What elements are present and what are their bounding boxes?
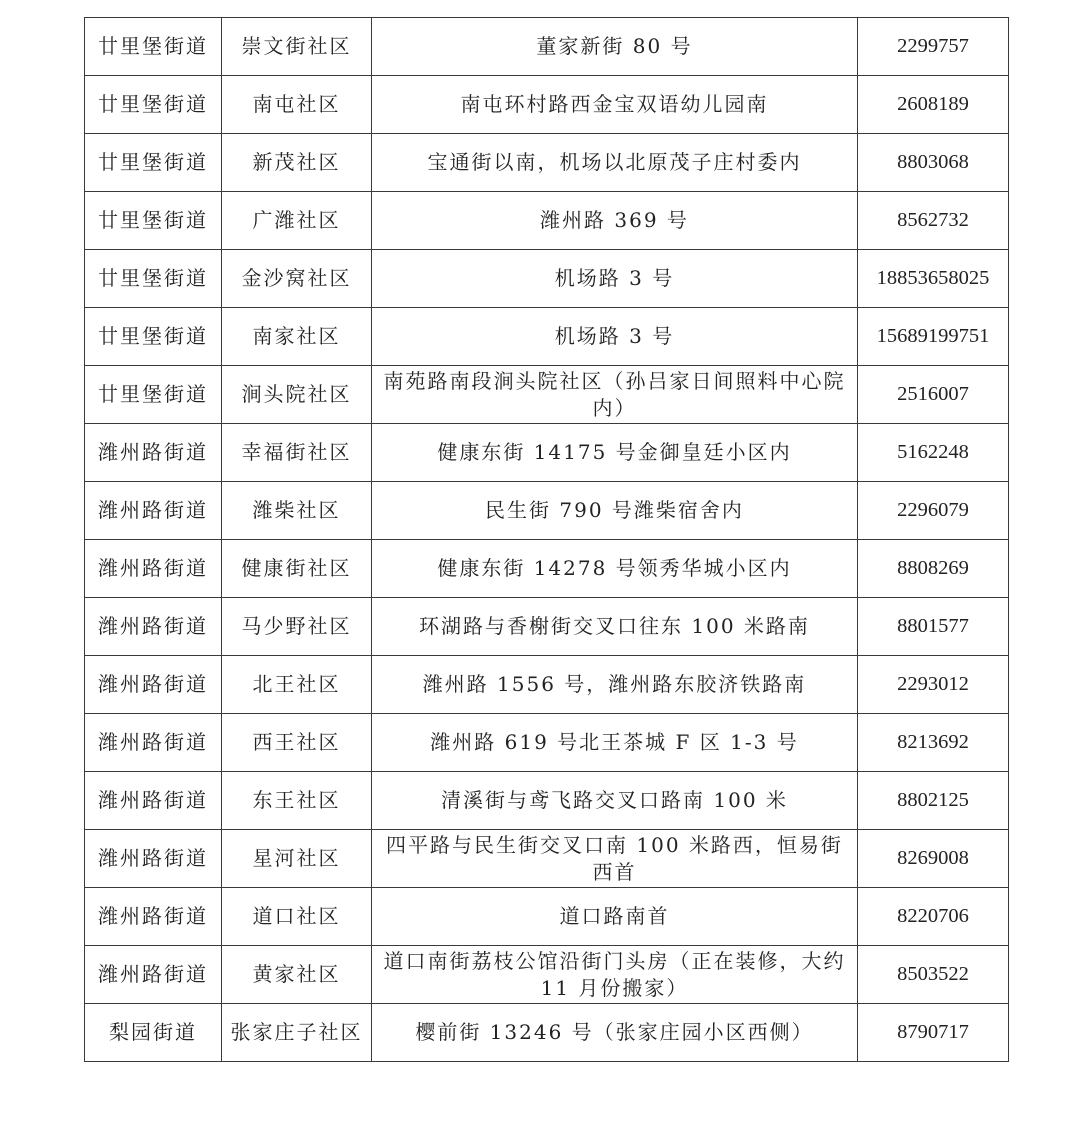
address-cell: 机场路 3 号 bbox=[372, 308, 858, 366]
street-cell: 潍州路街道 bbox=[85, 714, 222, 772]
table-row bbox=[85, 714, 1009, 772]
address-cell: 南屯环村路西金宝双语幼儿园南 bbox=[372, 76, 858, 134]
table-row bbox=[85, 366, 1009, 424]
community-cell: 张家庄子社区 bbox=[222, 1004, 372, 1062]
phone-cell: 8801577 bbox=[858, 598, 1009, 656]
phone-cell: 2293012 bbox=[858, 656, 1009, 714]
phone-cell: 2299757 bbox=[858, 18, 1009, 76]
community-cell: 崇文街社区 bbox=[222, 18, 372, 76]
table-row bbox=[85, 424, 1009, 482]
address-cell: 樱前街 13246 号（张家庄园小区西侧） bbox=[372, 1004, 858, 1062]
table-row bbox=[85, 540, 1009, 598]
community-cell: 金沙窝社区 bbox=[222, 250, 372, 308]
street-cell: 潍州路街道 bbox=[85, 598, 222, 656]
phone-cell: 8808269 bbox=[858, 540, 1009, 598]
community-cell: 广潍社区 bbox=[222, 192, 372, 250]
community-cell: 潍柴社区 bbox=[222, 482, 372, 540]
street-cell: 潍州路街道 bbox=[85, 830, 222, 888]
phone-cell: 5162248 bbox=[858, 424, 1009, 482]
address-cell: 潍州路 619 号北王茶城 F 区 1-3 号 bbox=[372, 714, 858, 772]
phone-cell: 8220706 bbox=[858, 888, 1009, 946]
address-cell: 四平路与民生街交叉口南 100 米路西，恒易街西首 bbox=[372, 830, 858, 888]
street-cell: 廿里堡街道 bbox=[85, 308, 222, 366]
table-row bbox=[85, 482, 1009, 540]
table-row bbox=[85, 18, 1009, 76]
table-body bbox=[85, 18, 1009, 1062]
street-cell: 潍州路街道 bbox=[85, 656, 222, 714]
address-cell: 健康东街 14175 号金御皇廷小区内 bbox=[372, 424, 858, 482]
community-cell: 星河社区 bbox=[222, 830, 372, 888]
address-cell: 宝通街以南，机场以北原茂子庄村委内 bbox=[372, 134, 858, 192]
community-cell: 新茂社区 bbox=[222, 134, 372, 192]
community-contact-table bbox=[84, 17, 1009, 1062]
address-cell: 董家新街 80 号 bbox=[372, 18, 858, 76]
phone-cell: 8503522 bbox=[858, 946, 1009, 1004]
address-cell: 道口路南首 bbox=[372, 888, 858, 946]
community-cell: 马少野社区 bbox=[222, 598, 372, 656]
community-cell: 西王社区 bbox=[222, 714, 372, 772]
street-cell: 潍州路街道 bbox=[85, 424, 222, 482]
table-row bbox=[85, 830, 1009, 888]
phone-cell: 18853658025 bbox=[858, 250, 1009, 308]
table-row bbox=[85, 1004, 1009, 1062]
phone-cell: 2296079 bbox=[858, 482, 1009, 540]
phone-cell: 2516007 bbox=[858, 366, 1009, 424]
table-row bbox=[85, 192, 1009, 250]
phone-cell: 8213692 bbox=[858, 714, 1009, 772]
community-cell: 健康街社区 bbox=[222, 540, 372, 598]
street-cell: 廿里堡街道 bbox=[85, 366, 222, 424]
street-cell: 廿里堡街道 bbox=[85, 76, 222, 134]
address-cell: 机场路 3 号 bbox=[372, 250, 858, 308]
street-cell: 潍州路街道 bbox=[85, 772, 222, 830]
street-cell: 潍州路街道 bbox=[85, 482, 222, 540]
community-cell: 东王社区 bbox=[222, 772, 372, 830]
phone-cell: 8790717 bbox=[858, 1004, 1009, 1062]
phone-cell: 8269008 bbox=[858, 830, 1009, 888]
address-cell: 清溪街与鸢飞路交叉口路南 100 米 bbox=[372, 772, 858, 830]
street-cell: 廿里堡街道 bbox=[85, 134, 222, 192]
address-cell: 环湖路与香榭街交叉口往东 100 米路南 bbox=[372, 598, 858, 656]
address-cell: 潍州路 1556 号，潍州路东胶济铁路南 bbox=[372, 656, 858, 714]
community-cell: 南屯社区 bbox=[222, 76, 372, 134]
table-row bbox=[85, 134, 1009, 192]
address-cell: 潍州路 369 号 bbox=[372, 192, 858, 250]
phone-cell: 15689199751 bbox=[858, 308, 1009, 366]
phone-cell: 8562732 bbox=[858, 192, 1009, 250]
table-row bbox=[85, 308, 1009, 366]
address-cell: 健康东街 14278 号领秀华城小区内 bbox=[372, 540, 858, 598]
table-row bbox=[85, 888, 1009, 946]
table-row bbox=[85, 656, 1009, 714]
table-row bbox=[85, 250, 1009, 308]
address-cell: 南苑路南段涧头院社区（孙吕家日间照料中心院内） bbox=[372, 366, 858, 424]
street-cell: 廿里堡街道 bbox=[85, 18, 222, 76]
table-row bbox=[85, 598, 1009, 656]
phone-cell: 2608189 bbox=[858, 76, 1009, 134]
table-row bbox=[85, 76, 1009, 134]
street-cell: 廿里堡街道 bbox=[85, 192, 222, 250]
table-row bbox=[85, 772, 1009, 830]
street-cell: 潍州路街道 bbox=[85, 946, 222, 1004]
table-row bbox=[85, 946, 1009, 1004]
community-cell: 黄家社区 bbox=[222, 946, 372, 1004]
address-cell: 民生街 790 号潍柴宿舍内 bbox=[372, 482, 858, 540]
address-cell: 道口南街荔枝公馆沿街门头房（正在装修，大约11 月份搬家） bbox=[372, 946, 858, 1004]
street-cell: 梨园街道 bbox=[85, 1004, 222, 1062]
community-cell: 幸福街社区 bbox=[222, 424, 372, 482]
phone-cell: 8802125 bbox=[858, 772, 1009, 830]
phone-cell: 8803068 bbox=[858, 134, 1009, 192]
community-cell: 北王社区 bbox=[222, 656, 372, 714]
community-cell: 道口社区 bbox=[222, 888, 372, 946]
street-cell: 廿里堡街道 bbox=[85, 250, 222, 308]
community-cell: 南家社区 bbox=[222, 308, 372, 366]
street-cell: 潍州路街道 bbox=[85, 540, 222, 598]
community-cell: 涧头院社区 bbox=[222, 366, 372, 424]
street-cell: 潍州路街道 bbox=[85, 888, 222, 946]
